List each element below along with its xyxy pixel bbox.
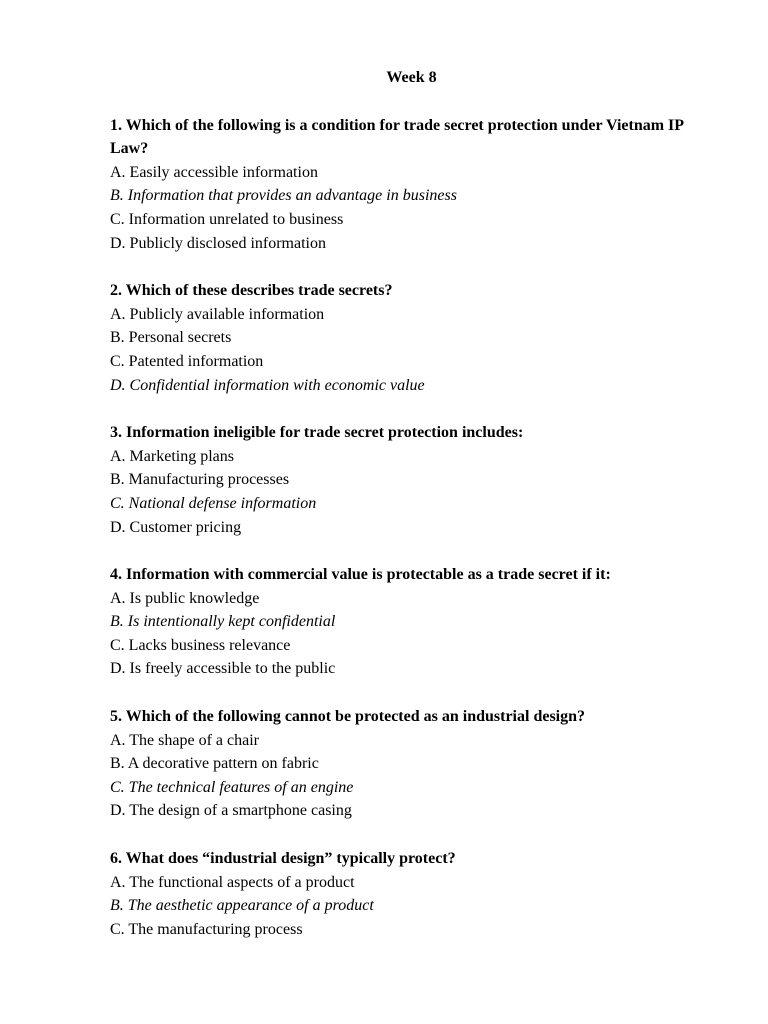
- answer-option-correct: B. Is intentionally kept confidential: [110, 613, 336, 631]
- page-title: Week 8: [386, 69, 437, 86]
- answer-option-correct: B. Information that provides an advantage in business: [110, 187, 457, 205]
- question-text: 4. Information with commercial value is protectable as a trade secret if it:: [110, 566, 611, 584]
- answer-option-correct: C. National defense information: [110, 494, 317, 512]
- answer-option-correct: B. The aesthetic appearance of a product: [110, 897, 374, 915]
- question-text: 5. Which of the following cannot be protected as an industrial design?: [110, 708, 586, 726]
- question-3: [110, 421, 710, 539]
- question-6: [110, 847, 710, 941]
- answer-option: B. Manufacturing processes: [110, 471, 290, 489]
- question-text: 6. What does “industrial design” typically protect?: [110, 850, 456, 868]
- answer-option: C. Information unrelated to business: [110, 210, 344, 228]
- answer-option-correct: D. Confidential information with economic value: [110, 376, 425, 394]
- answer-option: A. Is public knowledge: [110, 589, 260, 607]
- question-1: [110, 114, 710, 256]
- question-2: [110, 279, 710, 397]
- document-page: [110, 66, 710, 965]
- answer-option: A. Marketing plans: [110, 447, 234, 465]
- question-5: [110, 705, 710, 823]
- question-text: 2. Which of these describes trade secrets?: [110, 282, 393, 300]
- question-text: 3. Information ineligible for trade secret protection includes:: [110, 424, 524, 442]
- answer-option: C. Lacks business relevance: [110, 636, 291, 654]
- answer-option-correct: C. The technical features of an engine: [110, 778, 354, 796]
- answer-option: D. Customer pricing: [110, 518, 242, 536]
- answer-option: D. The design of a smartphone casing: [110, 802, 352, 820]
- answer-option: B. Personal secrets: [110, 329, 232, 347]
- question-4: [110, 563, 710, 681]
- answer-option: B. A decorative pattern on fabric: [110, 755, 319, 773]
- answer-option: A. Publicly available information: [110, 305, 325, 323]
- answer-option: A. The functional aspects of a product: [110, 873, 355, 891]
- answer-option: C. The manufacturing process: [110, 920, 303, 938]
- answer-option: A. Easily accessible information: [110, 163, 318, 181]
- answer-option: D. Is freely accessible to the public: [110, 660, 336, 678]
- answer-option: C. Patented information: [110, 352, 264, 370]
- answer-option: D. Publicly disclosed information: [110, 234, 326, 252]
- question-text: 1. Which of the following is a condition for trade secret protection under Vietnam IP Law?: [110, 116, 684, 158]
- answer-option: A. The shape of a chair: [110, 731, 259, 749]
